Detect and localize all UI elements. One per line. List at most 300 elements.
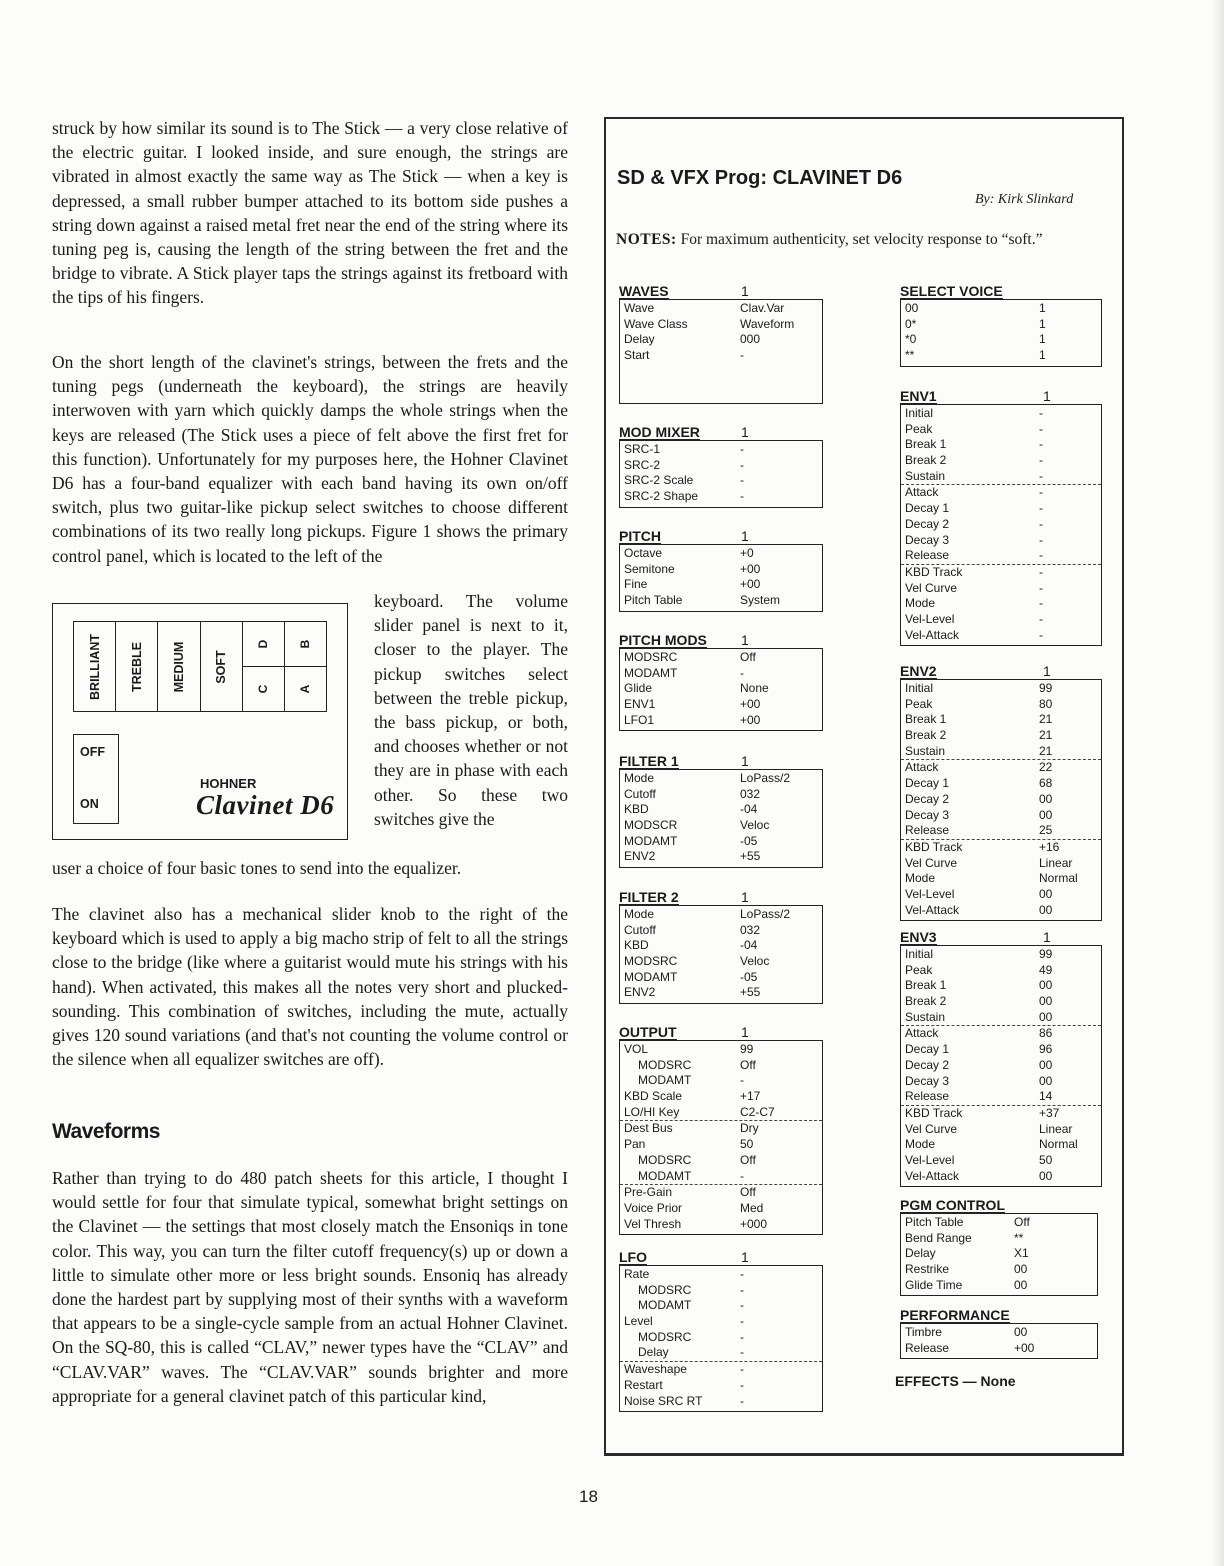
parameter-name: MODSRC — [624, 650, 678, 664]
parameter-row — [620, 1378, 822, 1394]
paragraph-3: The clavinet also has a mechanical slider knob to the right of the keyboard which is used to apply a big macho strip of felt to all the strings close to the bridge (like where a guitarist would mute his strings with his hand). When activated, this makes all the notes very short and plucked-sounding. This combination of switches, including the mute, actually gives 120 sound variations (and that's not counting the volume control or the silence when all equalizer switches are off). — [52, 904, 568, 1070]
parameter-value: Clav.Var — [740, 301, 785, 315]
parameter-row — [620, 1153, 822, 1169]
parameter-row — [620, 802, 822, 818]
parameter-box — [900, 404, 1102, 646]
parameter-row — [901, 581, 1101, 597]
section-filter2 — [619, 890, 823, 1004]
power-switch — [73, 734, 119, 824]
parameter-name: Peak — [905, 421, 933, 436]
parameter-row — [620, 489, 822, 505]
parameter-name: Decay 1 — [905, 501, 950, 516]
section-filter1 — [619, 754, 823, 868]
parameter-name: ENV2 — [624, 849, 656, 864]
parameter-row — [620, 985, 822, 1001]
parameter-value: - — [740, 348, 744, 363]
parameter-name: Sustain — [905, 743, 946, 758]
parameter-name: Decay 3 — [905, 807, 950, 822]
parameter-value: 00 — [1014, 1325, 1028, 1339]
parameter-name: SRC-2 Scale — [624, 473, 694, 488]
section-number: 1 — [741, 753, 749, 769]
parameter-name: Restrike — [905, 1262, 950, 1277]
parameter-name: VOL — [624, 1042, 649, 1056]
parameter-value: 00 — [1039, 886, 1053, 901]
notes-text: For maximum authenticity, set velocity response to “soft.” — [680, 231, 1043, 248]
parameter-row — [620, 818, 822, 834]
section-title: PGM CONTROL — [900, 1197, 1005, 1213]
section-pitch — [619, 529, 823, 612]
parameter-name: Cutoff — [624, 922, 656, 937]
section-title: ENV3 — [900, 929, 937, 945]
parameter-name: Break 2 — [905, 994, 947, 1009]
parameter-value: Veloc — [740, 818, 770, 833]
parameter-box — [619, 544, 823, 612]
parameter-name: Decay 2 — [905, 1057, 950, 1072]
parameter-name: Decay 1 — [905, 1042, 950, 1057]
parameter-row — [620, 1283, 822, 1299]
parameter-row — [901, 565, 1101, 581]
section-title: PITCH MODS — [619, 632, 707, 648]
parameter-value: 86 — [1039, 1026, 1053, 1041]
parameter-name: Wave Class — [624, 316, 688, 331]
parameter-name: Vel-Level — [905, 611, 955, 626]
parameter-name: LO/HI Key — [624, 1104, 680, 1119]
parameter-name: Delay — [905, 1246, 936, 1261]
section-title: FILTER 2 — [619, 889, 679, 905]
section-title: WAVES — [619, 283, 669, 299]
parameter-name: Glide Time — [905, 1277, 963, 1292]
parameter-row — [620, 666, 822, 682]
parameter-row — [620, 938, 822, 954]
parameter-row — [901, 712, 1101, 728]
parameter-row — [901, 1042, 1101, 1058]
section-number: 1 — [741, 632, 749, 648]
parameter-value: Veloc — [740, 954, 770, 969]
parameter-row — [901, 760, 1101, 776]
parameter-name: MODAMT — [624, 665, 678, 680]
parameter-value: +00 — [1014, 1340, 1035, 1355]
parameter-name: Break 1 — [905, 978, 947, 993]
parameter-row — [901, 453, 1101, 469]
parameter-name: SRC-2 — [624, 457, 661, 472]
parameter-row — [901, 348, 1101, 364]
parameter-row — [901, 406, 1101, 422]
parameter-row — [901, 1341, 1097, 1357]
parameter-row — [620, 577, 822, 593]
parameter-value: - — [740, 442, 744, 456]
parameter-name: Fine — [624, 577, 648, 592]
switch-medium: MEDIUM — [158, 622, 200, 711]
parameter-row — [620, 1058, 822, 1074]
parameter-name: Initial — [905, 947, 934, 961]
parameter-value: -04 — [740, 802, 758, 817]
parameter-value: 00 — [1039, 994, 1053, 1009]
parameter-value: 99 — [1039, 681, 1053, 695]
parameter-name: 00 — [905, 301, 919, 315]
parameter-value: 1 — [1039, 316, 1046, 331]
parameter-name: Vel-Attack — [905, 1168, 960, 1183]
paragraph-2-tail: user a choice of four basic tones to send into the equalizer. — [52, 858, 462, 878]
switch-row — [73, 621, 327, 712]
parameter-row — [901, 823, 1101, 840]
parameter-row — [901, 728, 1101, 744]
parameter-value: ** — [1014, 1230, 1024, 1245]
parameter-row — [901, 978, 1101, 994]
parameter-value: 00 — [1039, 1057, 1053, 1072]
parameter-row — [901, 1325, 1097, 1341]
parameter-name: Attack — [905, 485, 939, 500]
parameter-box — [619, 1040, 823, 1235]
parameter-name: KBD — [624, 938, 649, 953]
parameter-name: Break 2 — [905, 728, 947, 743]
paragraph-2: On the short length of the clavinet's strings, between the frets and the tuning pegs (underneath the keyboard), the strings are heavily interwoven with yarn which quickly damps the whole strings when the keys are released (The Stick uses a piece of felt above the first fret for this function). Unfortunately for my purposes here, the Hohner Clavinet D6 has a four-band equalizer with each band having its own on/off switch, plus two guitar-like pickup select switches to choose different combinations of its two really long pickups. Figure 1 shows the primary control panel, which is located to the left of the — [52, 352, 568, 566]
parameter-value: +00 — [740, 561, 761, 576]
section-number: 1 — [741, 528, 749, 544]
parameter-row — [620, 1105, 822, 1122]
parameter-value: +55 — [740, 985, 761, 1000]
parameter-value: Dry — [740, 1121, 759, 1136]
parameter-row — [901, 517, 1101, 533]
section-waves — [619, 284, 823, 404]
section-number: 1 — [741, 889, 749, 905]
parameter-name: ENV2 — [624, 985, 656, 1000]
parameter-value: 000 — [740, 332, 761, 347]
parameter-name: Delay — [624, 332, 655, 347]
parameter-row — [620, 317, 822, 333]
parameter-value: - — [740, 1073, 744, 1088]
section-performance — [900, 1308, 1098, 1359]
parameter-row — [620, 458, 822, 474]
switch-treble: TREBLE — [116, 622, 158, 711]
section-env1 — [900, 389, 1102, 646]
parameter-name: Bend Range — [905, 1230, 972, 1245]
parameter-name: Voice Prior — [624, 1200, 683, 1215]
parameter-row — [620, 1314, 822, 1330]
parameter-value: - — [1039, 627, 1043, 642]
parameter-name: *0 — [905, 332, 917, 347]
parameter-row — [901, 903, 1101, 919]
parameter-name: Waveshape — [624, 1362, 687, 1377]
parameter-name: Vel Thresh — [624, 1216, 682, 1231]
section-title: ENV2 — [900, 663, 937, 679]
parameter-name: MODAMT — [624, 969, 678, 984]
parameter-row — [901, 1058, 1101, 1074]
parameter-row — [620, 907, 822, 923]
parameter-box — [900, 1213, 1098, 1296]
parameter-name: Initial — [905, 681, 934, 695]
parameter-box — [900, 299, 1102, 367]
parameter-row — [901, 963, 1101, 979]
parameter-row — [620, 1137, 822, 1153]
parameter-name: Delay — [638, 1345, 669, 1360]
parameter-row — [620, 1201, 822, 1217]
parameter-row — [901, 317, 1101, 333]
parameter-row — [620, 1042, 822, 1058]
parameter-name: Decay 2 — [905, 516, 950, 531]
parameter-row — [901, 840, 1101, 856]
parameter-value: 50 — [1039, 1152, 1053, 1167]
parameter-name: Timbre — [905, 1325, 942, 1339]
parameter-value: Off — [740, 650, 756, 664]
parameter-row — [620, 697, 822, 713]
parameter-row — [620, 348, 822, 364]
parameter-value: 1 — [1039, 348, 1046, 363]
parameter-value: - — [1039, 548, 1043, 563]
parameter-value: 1 — [1039, 301, 1046, 315]
parameter-row — [901, 1010, 1101, 1027]
parameter-value: +00 — [740, 577, 761, 592]
parameter-row — [901, 1169, 1101, 1185]
parameter-value: None — [740, 681, 769, 696]
parameter-value: 00 — [1039, 807, 1053, 822]
parameter-name: KBD Scale — [624, 1089, 683, 1104]
parameter-name: ** — [905, 348, 915, 363]
parameter-value: 68 — [1039, 776, 1053, 791]
parameter-name: Break 2 — [905, 453, 947, 468]
parameter-name: Pan — [624, 1137, 646, 1152]
parameter-row — [620, 562, 822, 578]
parameter-name: Decay 1 — [905, 776, 950, 791]
parameter-name: Noise SRC RT — [624, 1393, 703, 1408]
parameter-row — [901, 628, 1101, 644]
parameter-name: Sustain — [905, 1009, 946, 1024]
parameter-row — [901, 1106, 1101, 1122]
parameter-row — [901, 871, 1101, 887]
sheet-title: SD & VFX Prog: CLAVINET D6 — [617, 167, 903, 189]
parameter-value: +16 — [1039, 839, 1060, 854]
parameter-row — [620, 1330, 822, 1346]
parameter-row — [620, 1121, 822, 1137]
parameter-value: 14 — [1039, 1089, 1053, 1104]
section-number: 1 — [741, 424, 749, 440]
parameter-name: MODSRC — [638, 1152, 692, 1167]
parameter-name: Mode — [624, 907, 655, 921]
parameter-value: - — [740, 1168, 744, 1183]
parameter-box — [619, 648, 823, 731]
section-output — [619, 1025, 823, 1235]
parameter-value: - — [740, 1282, 744, 1297]
parameter-box — [619, 905, 823, 1004]
article-column — [52, 116, 568, 310]
parameter-row — [620, 923, 822, 939]
parameter-value: +00 — [740, 712, 761, 727]
parameter-row — [620, 1185, 822, 1201]
parameter-value: - — [740, 1393, 744, 1408]
parameter-value: Off — [740, 1152, 756, 1167]
parameter-row — [620, 834, 822, 850]
parameter-row — [620, 1169, 822, 1186]
parameter-name: Vel-Attack — [905, 627, 960, 642]
parameter-value: +0 — [740, 546, 754, 560]
parameter-value: +17 — [740, 1089, 761, 1104]
parameter-row — [901, 612, 1101, 628]
parameter-row — [620, 1267, 822, 1283]
parameter-name: Mode — [624, 771, 655, 785]
parameter-row — [620, 713, 822, 729]
parameter-row — [901, 1026, 1101, 1042]
parameter-value: 00 — [1014, 1262, 1028, 1277]
page-edge-shadow — [1212, 0, 1224, 1566]
parameter-name: LFO1 — [624, 712, 655, 727]
parameter-value: 032 — [740, 922, 761, 937]
parameter-row — [901, 301, 1101, 317]
parameter-row — [620, 1362, 822, 1378]
parameter-row — [620, 954, 822, 970]
parameter-name: MODAMT — [638, 1298, 692, 1313]
section-title: LFO — [619, 1249, 647, 1265]
parameter-name: Decay 3 — [905, 532, 950, 547]
parameter-name: Decay 2 — [905, 791, 950, 806]
parameter-value: 1 — [1039, 332, 1046, 347]
parameter-name: Glide — [624, 681, 653, 696]
parameter-row — [901, 548, 1101, 565]
parameter-name: Pre-Gain — [624, 1185, 673, 1200]
section-heading: Waveforms — [52, 1120, 160, 1143]
parameter-row — [901, 1215, 1097, 1231]
parameter-name: KBD Track — [905, 1105, 963, 1120]
parameter-value: - — [740, 665, 744, 680]
parameter-row — [901, 1231, 1097, 1247]
parameter-name: Semitone — [624, 561, 675, 576]
parameter-row — [901, 1262, 1097, 1278]
parameter-name: MODSRC — [638, 1282, 692, 1297]
parameter-value: 99 — [740, 1042, 754, 1056]
parameter-box — [900, 1323, 1098, 1359]
parameter-row — [901, 1137, 1101, 1153]
parameter-name: Decay 3 — [905, 1073, 950, 1088]
parameter-value: - — [1039, 516, 1043, 531]
parameter-row — [901, 697, 1101, 713]
paragraph-4: Rather than trying to do 480 patch sheets for this article, I thought I would settle for four that simulate typical, somewhat bright settings on the Clavinet — the settings that most closely match the Ensoniqs in tone color. This way, you can turn the filter cutoff frequency(s) up or down a little to simulate other more or less bright sounds. Ensoniq has already done the hardest part by supplying most of their synths with a waveform that appears to be a single-cycle sample from an actual Hohner Clavinet. On the SQ-80, this is called “CLAV,” newer types have the “CLAV” and “CLAV.VAR” waves. The “CLAV.VAR” sounds brighter and more appropriate for a general clavinet patch of this particular kind, — [52, 1168, 568, 1406]
parameter-value: Normal — [1039, 1137, 1078, 1152]
parameter-value: Normal — [1039, 871, 1078, 886]
parameter-name: Mode — [905, 1137, 936, 1152]
parameter-value: 00 — [1039, 978, 1053, 993]
parameter-name: Mode — [905, 871, 936, 886]
section-number: 1 — [1043, 663, 1051, 679]
parameter-row — [620, 593, 822, 609]
parameter-value: 99 — [1039, 947, 1053, 961]
parameter-value: 00 — [1039, 791, 1053, 806]
parameter-row — [620, 546, 822, 562]
parameter-name: Rate — [624, 1267, 650, 1281]
parameter-name: Peak — [905, 962, 933, 977]
effects-line: EFFECTS — None — [895, 1373, 1016, 1389]
sheet-author: By: Kirk Slinkard — [975, 192, 1074, 207]
parameter-row — [901, 422, 1101, 438]
parameter-row — [620, 1394, 822, 1410]
section-title: SELECT VOICE — [900, 283, 1003, 299]
parameter-name: Attack — [905, 760, 939, 775]
paragraph-1: struck by how similar its sound is to The Stick — a very close relative of the electric guitar. I looked inside, and sure enough, the strings are vibrated in almost exactly the same way as The Stick — when a key is depressed, a small rubber bumper attached to its bottom side pushes a string down against a raised metal fret near the end of the string where its tuning peg is, causing the length of the string between the fret and the bridge to vibrate. A Stick player taps the strings against its fretboard with the tips of his fingers. — [52, 118, 568, 308]
parameter-row — [901, 437, 1101, 453]
parameter-name: Level — [624, 1314, 653, 1329]
parameter-value: - — [1039, 453, 1043, 468]
section-number: 1 — [741, 283, 749, 299]
parameter-row — [901, 792, 1101, 808]
section-title: OUTPUT — [619, 1024, 677, 1040]
section-number: 1 — [741, 1024, 749, 1040]
parameter-name: KBD Track — [905, 564, 963, 579]
parameter-row — [620, 1217, 822, 1233]
parameter-row — [901, 485, 1101, 501]
parameter-name: Attack — [905, 1026, 939, 1041]
parameter-row — [620, 332, 822, 348]
parameter-row — [901, 776, 1101, 792]
parameter-value: - — [1039, 596, 1043, 611]
section-env2 — [900, 664, 1102, 921]
parameter-name: MODAMT — [624, 833, 678, 848]
parameter-row — [620, 1298, 822, 1314]
parameter-name: Release — [905, 1089, 950, 1104]
parameter-name: Vel-Attack — [905, 902, 960, 917]
parameter-row — [901, 1122, 1101, 1138]
parameter-box — [900, 945, 1102, 1187]
parameter-value: +55 — [740, 849, 761, 864]
parameter-value: Off — [740, 1057, 756, 1072]
section-title: FILTER 1 — [619, 753, 679, 769]
parameter-value: - — [740, 1345, 744, 1360]
parameter-row — [620, 849, 822, 865]
parameter-name: Release — [905, 548, 950, 563]
parameter-value: - — [740, 1267, 744, 1281]
parameter-value: - — [1039, 564, 1043, 579]
parameter-name: Peak — [905, 696, 933, 711]
parameter-value: 21 — [1039, 712, 1053, 727]
section-number: 1 — [1043, 929, 1051, 945]
parameter-row — [901, 1246, 1097, 1262]
switch-soft: SOFT — [201, 622, 243, 711]
parameter-value: -05 — [740, 833, 758, 848]
section-title: ENV1 — [900, 388, 937, 404]
parameter-name: Octave — [624, 546, 663, 560]
parameter-name: Break 1 — [905, 437, 947, 452]
article-column-4 — [52, 1166, 568, 1408]
parameter-name: Dest Bus — [624, 1121, 673, 1136]
parameter-name: Vel Curve — [905, 855, 958, 870]
pickup-switch-ba: B A — [285, 622, 326, 711]
parameter-value: Linear — [1039, 855, 1073, 870]
parameter-value: X1 — [1014, 1246, 1029, 1261]
parameter-name: Vel-Level — [905, 886, 955, 901]
parameter-row — [620, 1089, 822, 1105]
figure-control-panel — [52, 603, 348, 840]
parameter-row — [901, 1278, 1097, 1294]
parameter-value: - — [740, 473, 744, 488]
parameter-value: +000 — [740, 1216, 768, 1231]
parameter-row — [901, 596, 1101, 612]
model-label: Clavinet D6 — [196, 790, 335, 820]
parameter-row — [901, 1074, 1101, 1090]
parameter-name: MODAMT — [638, 1168, 692, 1183]
parameter-value: -05 — [740, 969, 758, 984]
parameter-value: 00 — [1014, 1277, 1028, 1292]
parameter-row — [901, 808, 1101, 824]
parameter-row — [901, 947, 1101, 963]
pickup-switch-dc: D C — [243, 622, 285, 711]
parameter-name: Start — [624, 348, 650, 363]
parameter-row — [620, 442, 822, 458]
parameter-value: 00 — [1039, 1073, 1053, 1088]
parameter-name: Vel Curve — [905, 1121, 958, 1136]
parameter-name: MODSRC — [638, 1057, 692, 1072]
sheet-notes — [616, 230, 1106, 250]
parameter-row — [620, 681, 822, 697]
parameter-value: Linear — [1039, 1121, 1073, 1136]
parameter-name: MODSRC — [638, 1329, 692, 1344]
section-env3 — [900, 930, 1102, 1187]
page-number: 18 — [579, 1487, 598, 1506]
